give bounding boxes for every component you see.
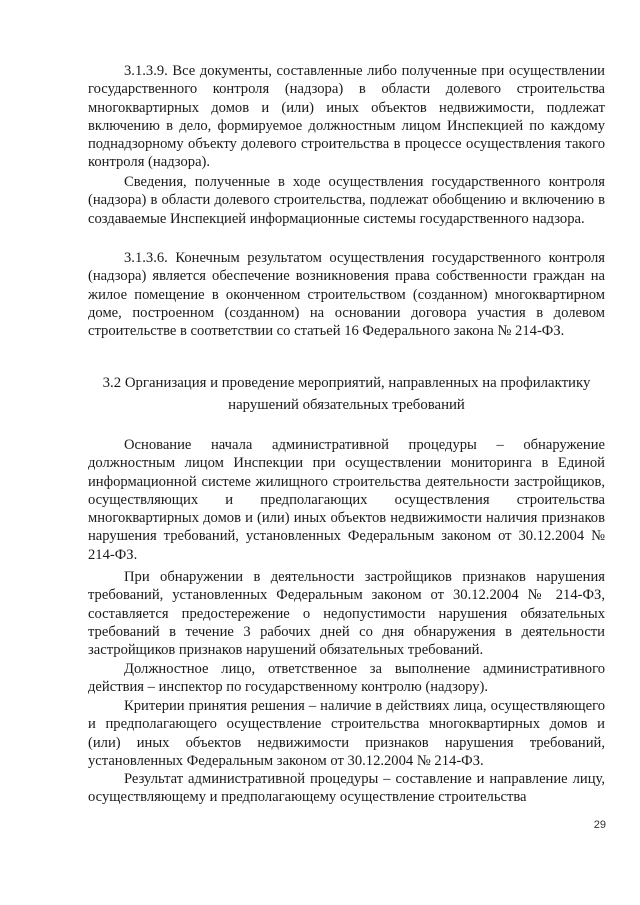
- paragraph-procedure-result: Результат административной процедуры – составление и направление лицу, осуществляющему и предполагающему осуществление строительства: [88, 771, 605, 806]
- paragraph-3-1-3-6: 3.1.3.6. Конечным результатом осуществления государственного контроля (надзора) является обеспечение возникновения права собственности граждан на жилое помещение в оконченном строительством (созданном) многоквартирном доме, построенном (созданном) на основании договора участия в долевом строительстве в соответствии со статьей 16 Федерального закона № 214-ФЗ.: [88, 250, 605, 340]
- page-number: 29: [593, 819, 606, 831]
- paragraph-responsible-official: Должностное лицо, ответственное за выполнение административного действия – инспектор по государственному контролю (надзору).: [88, 661, 605, 696]
- paragraph-warning-issuance: При обнаружении в деятельности застройщиков признаков нарушения требований, установленных Федеральным законом от 30.12.2004 № 214-ФЗ, составляется предостережение о недопустимости нарушения обязательных требований в течение 3 рабочих дней со дня обнаружения в деятельности застройщиков признаков нарушений обязательных требований.: [88, 569, 605, 659]
- section-heading-3-2: 3.2 Организация и проведение мероприятий, направленных на профилактику нарушений обязательных требований: [102, 375, 591, 413]
- paragraph-procedure-basis: Основание начала административной процедуры – обнаружение должностным лицом Инспекции при осуществлении мониторинга в Единой информационной системе жилищного строительства деятельности застройщиков, осуществляющих и предполагающих осуществления строительства многоквартирных домов и (или) иных объектов недвижимости наличия признаков нарушения требований, установленных Федеральным законом от 30.12.2004 № 214-ФЗ.: [88, 437, 605, 563]
- paragraph-decision-criteria: Критерии принятия решения – наличие в действиях лица, осуществляющего и предполагающего осуществление строительства многоквартирных домов и (или) иных объектов недвижимости признаков нарушения требований, установленных Федеральным законом от 30.12.2004 № 214-ФЗ.: [88, 698, 605, 769]
- paragraph-monitoring-info: Сведения, полученные в ходе осуществления государственного контроля (надзора) в области долевого строительства, подлежат обобщению и включению в создаваемые Инспекцией информационные системы государственного надзора.: [88, 174, 605, 227]
- paragraph-3-1-3-9: 3.1.3.9. Все документы, составленные либо полученные при осуществлении государственного контроля (надзора) в области долевого строительства многоквартирных домов и (или) иных объектов недвижимости, подлежат включению в дело, формируемое должностным лицом Инспекцией по каждому поднадзорному объекту долевого строительства в процессе осуществления такого контроля (надзора).: [88, 63, 605, 171]
